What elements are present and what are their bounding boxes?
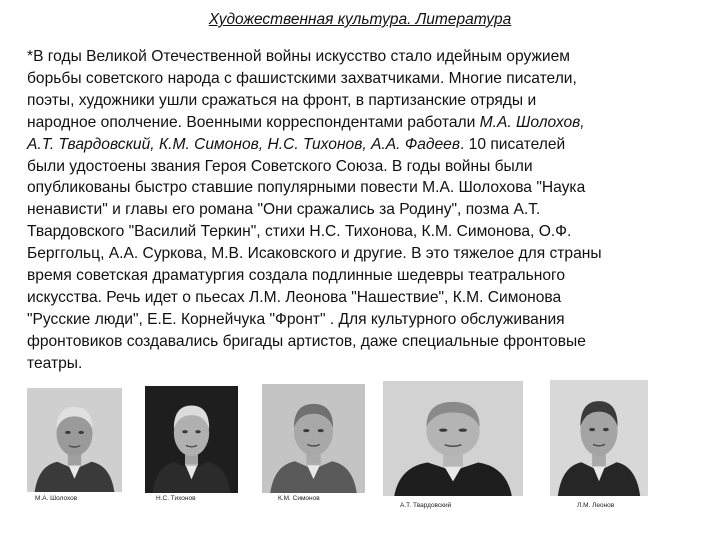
portrait-eye-right <box>78 431 84 434</box>
portrait-eye-right <box>318 429 324 432</box>
portrait-tvardovsky <box>383 381 523 496</box>
paragraph-line <box>27 156 707 178</box>
text-segment: время советская драматургия создала подлинные шедевры театрального <box>27 267 566 285</box>
paragraph-line <box>27 309 707 331</box>
portrait-eye-left <box>303 429 309 432</box>
portrait-sholokhov <box>27 388 122 492</box>
portrait-photo <box>27 388 122 492</box>
paragraph-line <box>27 90 707 112</box>
portrait-eye-left <box>182 430 188 433</box>
text-segment: . 10 писателей <box>460 135 566 153</box>
caption-simonov: К.М. Симонов <box>278 495 320 502</box>
text-segment: "Русские люди", Е.Е. Корнейчука "Фронт" . Для культурного обслуживания <box>27 310 565 328</box>
text-segment: *В годы Великой Отечественной войны искусство стало идейным оружием <box>27 48 570 65</box>
paragraph-line <box>27 112 707 134</box>
paragraph-line <box>27 287 707 309</box>
paragraph-line <box>27 46 707 68</box>
caption-sholokhov: М.А. Шолохов <box>35 495 78 502</box>
portrait-eye-left <box>65 431 71 434</box>
text-segment: поэты, художники ушли сражаться на фронт, в партизанские отряды и <box>27 91 537 109</box>
paragraph-line <box>27 331 707 353</box>
text-segment: фронтовиков создавались бригады артистов, даже специальные фронтовые <box>27 332 586 350</box>
paragraph-line <box>27 221 707 243</box>
italic-text-segment: А.Т. Твардовский, К.М. Симонов, Н.С. Тихонов, А.А. Фадеев <box>27 135 460 153</box>
italic-text-segment: М.А. Шолохов, <box>479 113 585 131</box>
paragraph-line <box>27 68 707 90</box>
text-segment: Твардовского "Василий Теркин", стихи Н.С. Тихонова, К.М. Симонова, О.Ф. <box>27 223 572 241</box>
portrait-eye-left <box>439 428 447 431</box>
paragraph-line <box>27 199 707 221</box>
body-paragraph <box>27 46 707 375</box>
portrait-eye-right <box>459 428 467 431</box>
caption-tikhonov: Н.С. Тихонов <box>156 495 196 502</box>
portrait-leonov <box>550 380 648 496</box>
text-segment: театры. <box>27 354 83 372</box>
paragraph-line <box>27 243 707 265</box>
portrait-photo <box>383 381 523 496</box>
paragraph-line <box>27 265 707 287</box>
portrait-eye-right <box>195 430 201 433</box>
text-segment: народное ополчение. Военными корреспондентами работали <box>27 113 480 131</box>
portrait-photo <box>145 386 238 493</box>
caption-tvardovsky: А.Т. Твардовский <box>400 502 452 509</box>
paragraph-line <box>27 134 707 156</box>
text-segment: искусства. Речь идет о пьесах Л.М. Леонова "Нашествие", К.М. Симонова <box>27 288 562 306</box>
text-segment: ненависти" и главы его романа "Они сражались за Родину", позма А.Т. <box>27 201 541 219</box>
portrait-photo <box>262 384 365 493</box>
portrait-tikhonov <box>145 386 238 493</box>
paragraph-line <box>27 353 707 375</box>
text-segment: были удостоены звания Героя Советского Союза. В годы войны были <box>27 157 533 175</box>
portrait-simonov <box>262 384 365 493</box>
slide-title: Художественная культура. Литература <box>208 11 512 28</box>
text-segment: опубликованы быстро ставшие популярными повести М.А. Шолохова "Наука <box>27 179 586 197</box>
paragraph-line <box>27 177 707 199</box>
portrait-eye-right <box>603 428 609 431</box>
text-segment: Берггольц, А.А. Суркова, М.В. Исаковского и другие. В это тяжелое для страны <box>27 245 602 263</box>
text-segment: борьбы советского народа с фашистскими захватчиками. Многие писатели, <box>27 69 577 87</box>
caption-leonov: Л.М. Леонов <box>577 502 615 509</box>
portrait-eye-left <box>589 428 595 431</box>
portrait-photo <box>550 380 648 496</box>
